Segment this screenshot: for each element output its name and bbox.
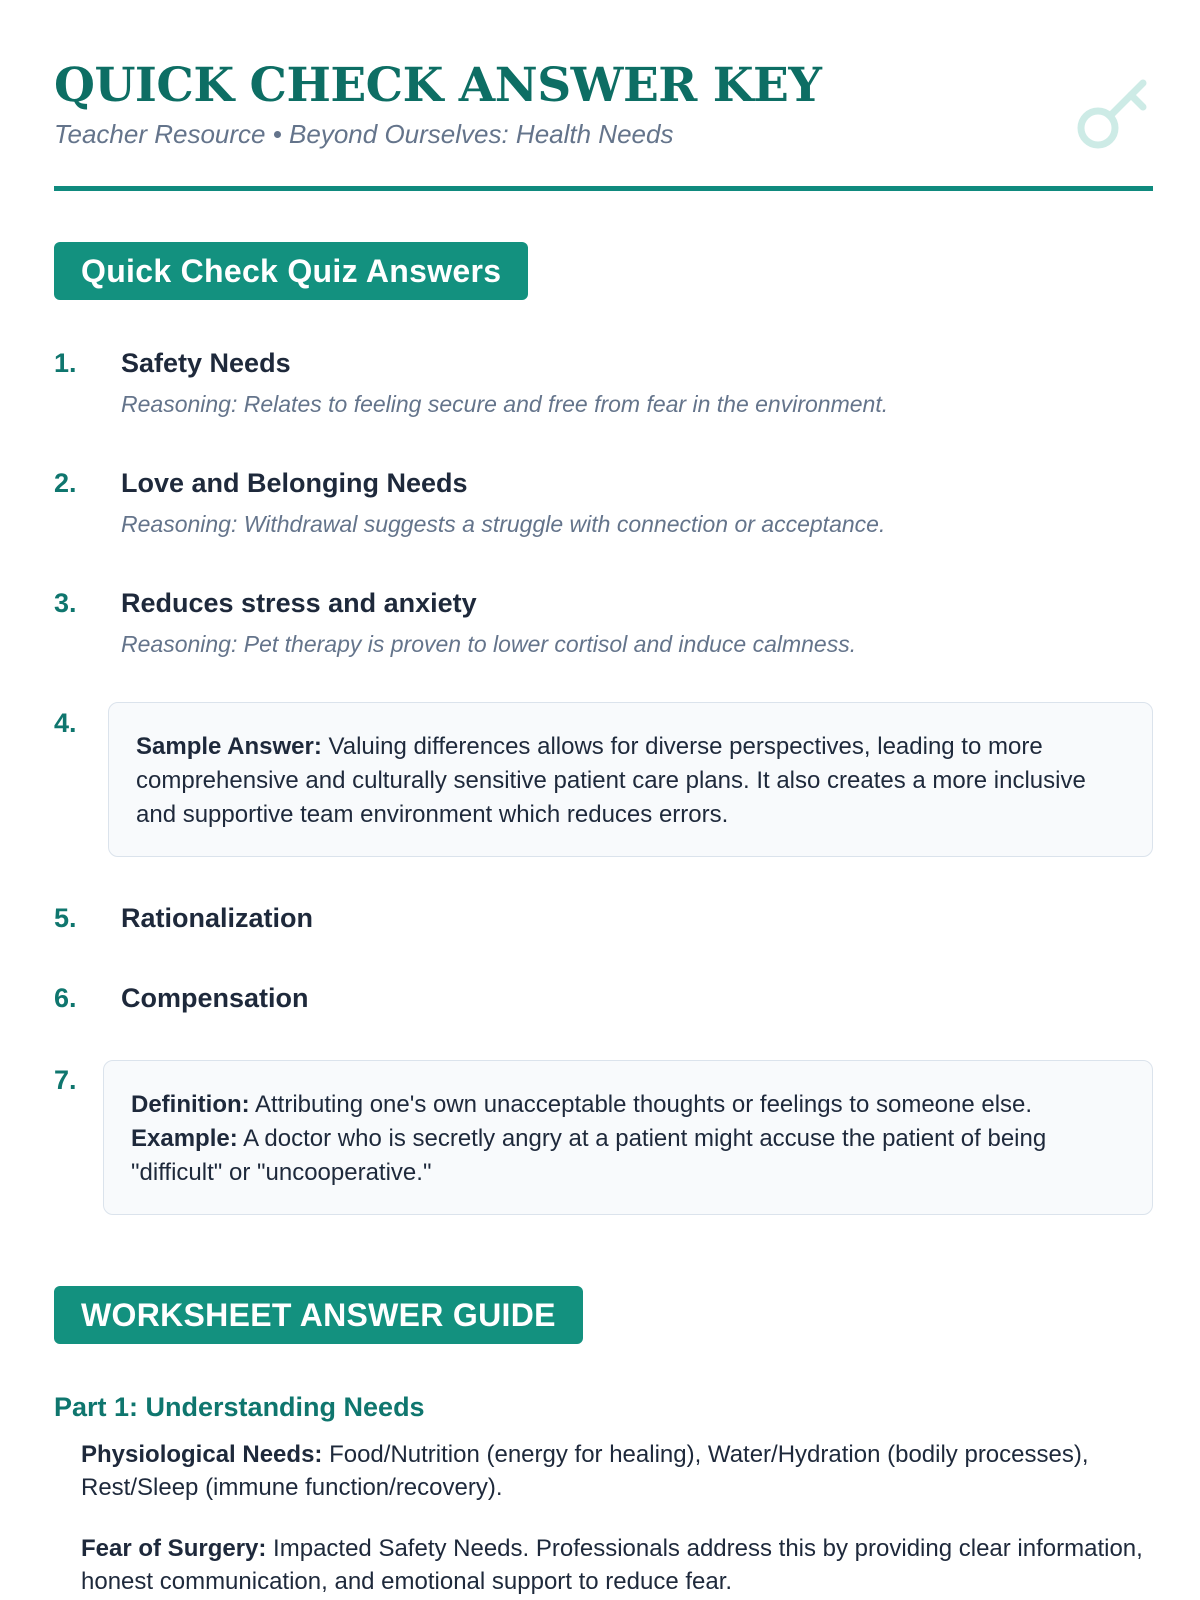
worksheet-item-text: Food/Nutrition (energy for healing), Water/Hydration (bodily processes), Rest/Sleep (immune function/recovery).: [81, 1441, 1089, 1501]
sample-answer-text: Valuing differences allows for diverse perspectives, leading to more comprehensive and culturally sensitive patient care plans. It also creates a more inclusive and supportive team environment which reduces errors.: [136, 733, 1086, 828]
worksheet-item-label: Fear of Surgery:: [81, 1535, 267, 1562]
worksheet-item-label: Physiological Needs:: [81, 1441, 323, 1468]
item-number: 4.: [54, 708, 77, 738]
item-answer: Compensation: [121, 983, 309, 1013]
part-1-title: Part 1: Understanding Needs: [54, 1392, 425, 1422]
quiz-section-heading: Quick Check Quiz Answers: [54, 242, 528, 300]
worksheet-item-text: Impacted Safety Needs. Professionals address this by providing clear information, honest communication, and emotional support to reduce fear.: [81, 1535, 1143, 1595]
item-answer: Love and Belonging Needs: [121, 468, 468, 498]
item-reasoning: Reasoning: Relates to feeling secure and free from fear in the environment.: [121, 391, 889, 417]
page-title: QUICK CHECK ANSWER KEY: [54, 58, 822, 113]
sample-answer-label: Sample Answer:: [136, 733, 322, 760]
item-number: 7.: [54, 1065, 77, 1095]
definition-box: [103, 1060, 1153, 1215]
page-subtitle: Teacher Resource • Beyond Ourselves: Health Needs: [54, 119, 674, 149]
item-number: 5.: [54, 903, 77, 933]
item-number: 6.: [54, 983, 77, 1013]
item-answer: Safety Needs: [121, 348, 291, 378]
answer-key-page: [54, 0, 1153, 1595]
sample-answer-box: [108, 702, 1153, 857]
worksheet-section-heading: WORKSHEET ANSWER GUIDE: [54, 1286, 583, 1344]
item-number: 3.: [54, 588, 77, 618]
item-reasoning: Reasoning: Pet therapy is proven to lower cortisol and induce calmness.: [121, 631, 857, 657]
item-answer: Rationalization: [121, 903, 314, 933]
worksheet-item-physiological: [81, 1438, 1161, 1504]
item-answer: Reduces stress and anxiety: [121, 588, 477, 618]
definition-text: Attributing one's own unacceptable thoughts or feelings to someone else.: [249, 1091, 1033, 1118]
example-text: A doctor who is secretly angry at a patient might accuse the patient of being "difficult" or "uncooperative.": [131, 1125, 1047, 1186]
page-header: [54, 0, 1153, 191]
example-label: Example:: [131, 1125, 238, 1152]
key-icon: [1077, 76, 1151, 150]
item-reasoning: Reasoning: Withdrawal suggests a struggle with connection or acceptance.: [121, 511, 886, 537]
worksheet-item-fear-of-surgery: [81, 1532, 1161, 1598]
definition-label: Definition:: [131, 1091, 250, 1118]
item-number: 2.: [54, 468, 77, 498]
item-number: 1.: [54, 348, 77, 378]
